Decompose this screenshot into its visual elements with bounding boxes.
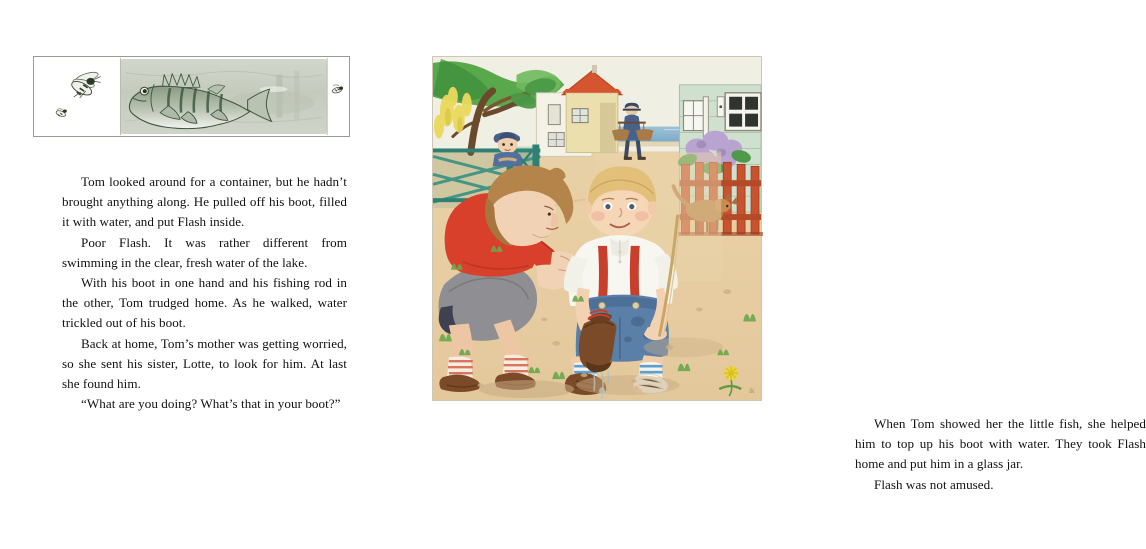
paragraph: Back at home, Tom’s mother was getting worried, so she sent his sister, Lotte, to look for him. At last she found him.: [62, 335, 347, 392]
paragraph: Poor Flash. It was rather different from swimming in the clear, fresh water of the lake.: [62, 234, 347, 270]
paragraph: “What are you doing? What’s that in your boot?”: [80, 396, 341, 412]
open-window: [683, 97, 708, 137]
paragraph: With his boot in one hand and his fishing rod in the other, Tom trudged home. As he walked, water trickled out of his boot.: [62, 275, 347, 331]
village-lane-artwork: [433, 57, 761, 400]
bee-and-fish-banner: [33, 56, 350, 137]
left-page-text: [62, 172, 347, 414]
right-page: [400, 0, 1146, 549]
paragraph: Tom looked around for a container, but he hadn’t brought anything along. He pulled off his boot, filled it with water, and put Flash inside.: [62, 174, 347, 230]
right-page-text: [855, 414, 1146, 495]
banner-artwork: [34, 57, 349, 136]
village-lane-illustration: [432, 56, 762, 401]
dark-window: [725, 93, 761, 131]
artist-monogram: ik: [749, 387, 755, 396]
paragraph: When Tom showed her the little fish, she helped him to top up his boot with water. They took Flash home and put him in a glass jar.: [855, 416, 1146, 472]
paragraph: Flash was not amused.: [873, 476, 994, 492]
left-page: [0, 0, 400, 549]
